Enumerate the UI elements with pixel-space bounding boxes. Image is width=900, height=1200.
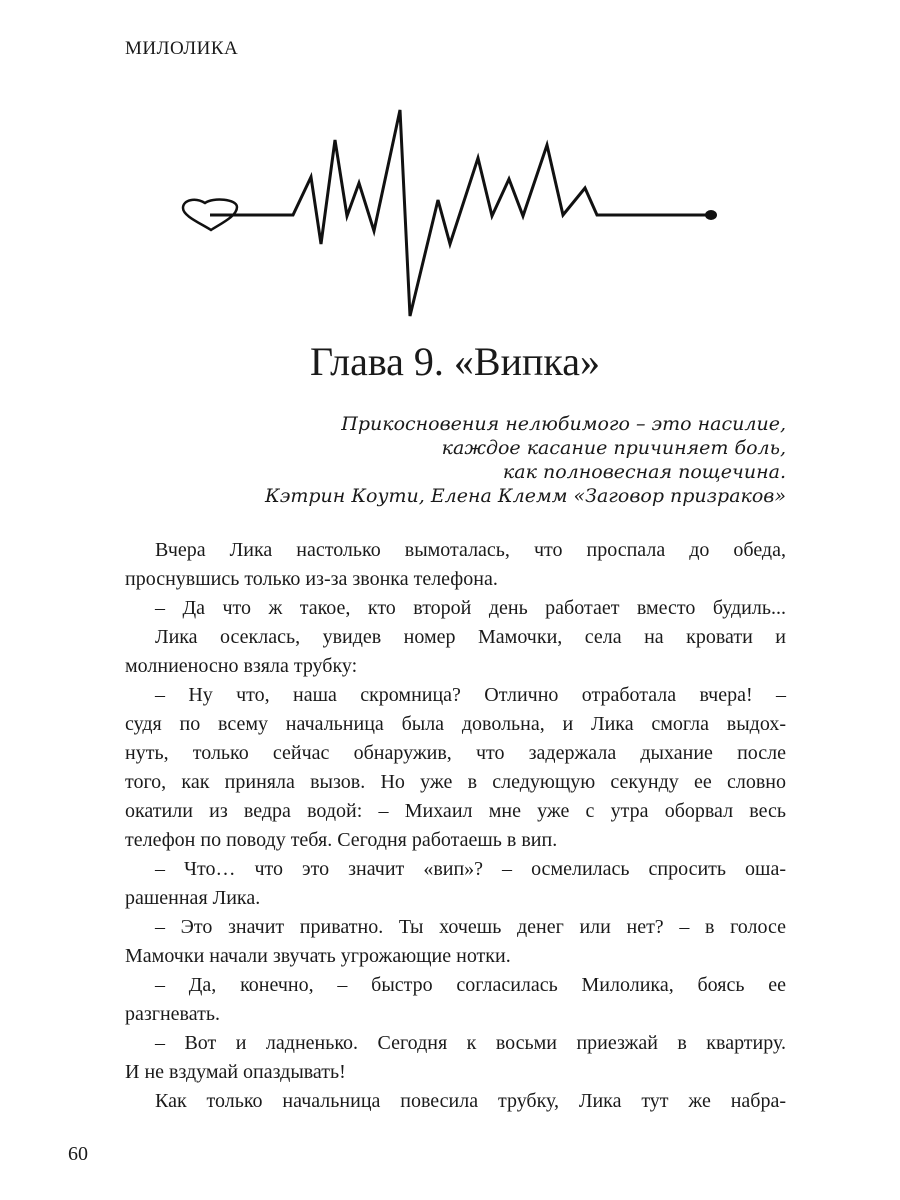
epigraph (265, 412, 786, 508)
epigraph-attribution: Кэтрин Коути, Елена Клемм «Заговор призраков» (265, 485, 786, 507)
text-line: Мамочки начали звучать угрожающие нотки. (125, 945, 511, 967)
heartbeat-illustration (0, 0, 900, 340)
text-line: – Это значит приватно. Ты хочешь денег или нет? – в голосе (155, 916, 786, 938)
text-line: проснувшись только из-за звонка телефона. (125, 568, 498, 590)
text-line: – Да что ж такое, кто второй день работает вместо будиль... (155, 597, 786, 619)
text-line: Вчера Лика настолько вымоталась, что проспала до обеда, (155, 539, 786, 561)
text-line: окатили из ведра водой: – Михаил мне уже с утра оборвал весь (125, 800, 786, 822)
epigraph-line: как полновесная пощечина. (502, 461, 786, 483)
pulse-line (210, 110, 710, 316)
text-line: того, как приняла вызов. Но уже в следующую секунду ее словно (125, 771, 786, 793)
text-line: – Что… что это значит «вип»? – осмелилась спросить оша- (155, 858, 786, 880)
text-line: молниеносно взяла трубку: (125, 655, 358, 677)
text-line: нуть, только сейчас обнаружив, что задержала дыхание после (125, 742, 786, 764)
epigraph-line: Прикосновения нелюбимого – это насилие, (341, 413, 786, 435)
pulse-end-dot (705, 210, 717, 220)
text-line: Как только начальница повесила трубку, Лика тут же набра- (155, 1090, 786, 1112)
text-line: – Ну что, наша скромница? Отлично отработала вчера! – (155, 684, 786, 706)
text-line: Лика осеклась, увидев номер Мамочки, села на кровати и (155, 626, 786, 648)
text-line: телефон по поводу тебя. Сегодня работаешь в вип. (125, 829, 558, 851)
text-line: – Вот и ладненько. Сегодня к восьми приезжай в квартиру. (155, 1032, 786, 1054)
running-header: МИЛОЛИКА (125, 38, 239, 59)
text-line: – Да, конечно, – быстро согласилась Милолика, боясь ее (155, 974, 786, 996)
chapter-title: Глава 9. «Випка» (309, 339, 601, 384)
epigraph-line: каждое касание причиняет боль, (441, 437, 786, 459)
text-line: разгневать. (125, 1003, 220, 1025)
body-text (125, 536, 786, 1116)
page-number: 60 (68, 1143, 88, 1165)
text-line: рашенная Лика. (125, 887, 261, 909)
text-line: судя по всему начальница была довольна, и Лика смогла выдох- (125, 713, 786, 735)
text-line: И не вздумай опаздывать! (125, 1061, 346, 1083)
